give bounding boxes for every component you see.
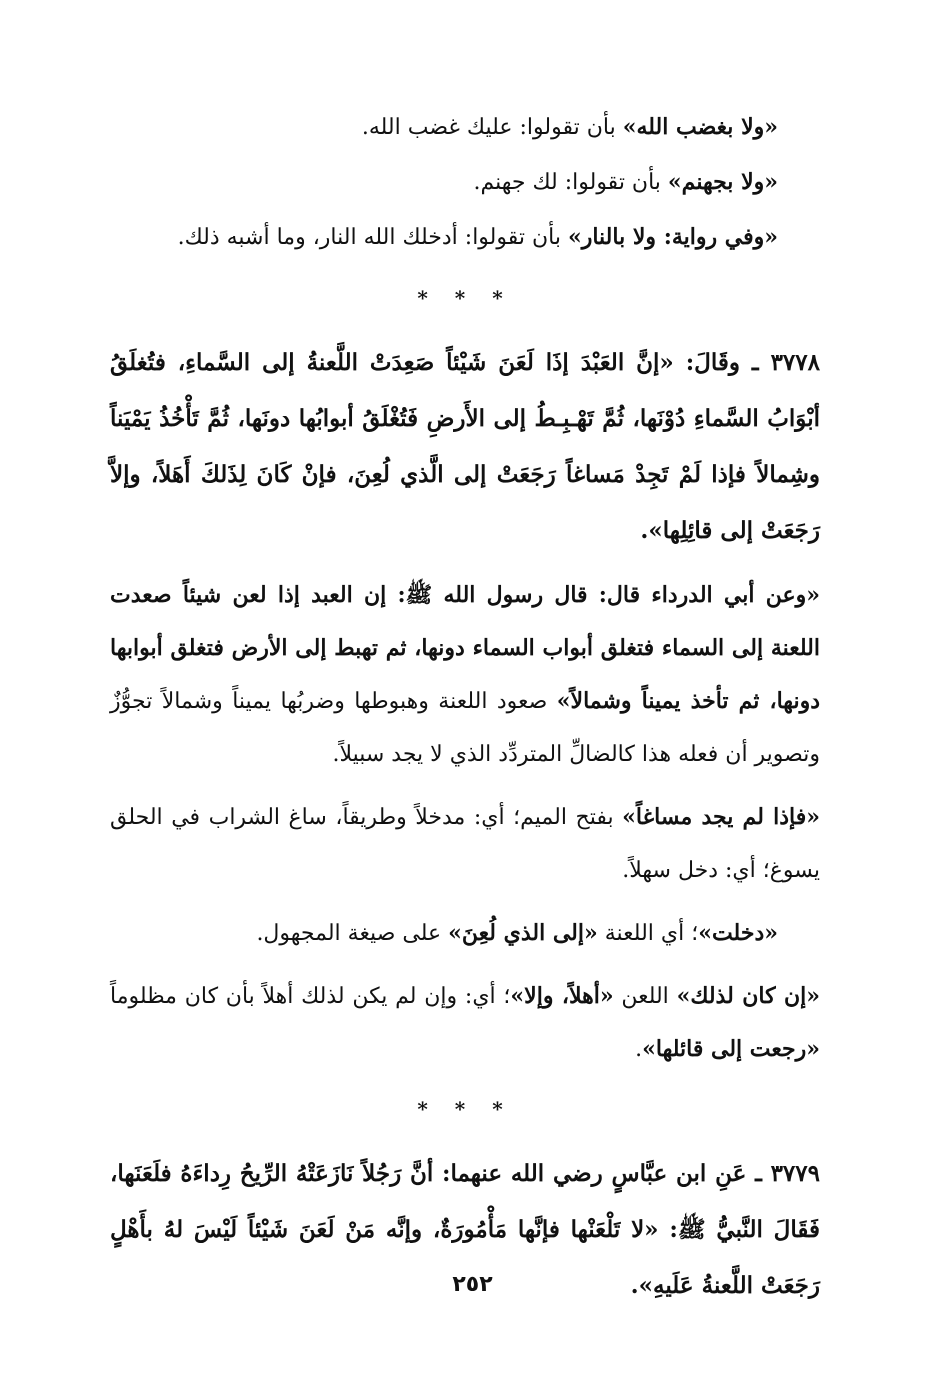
hadith-3779: ٣٧٧٩ ـ عَنِ ابن عبَّاسٍ رضي الله عنهما: أنَّ رَجُلاً نَازَعَتْهُ الرِّيحُ رِداءَهُ فلَعَنَها، فَقَالَ النَّبيُّ ﷺ: «لا تَلْعَنْها فإنَّها مَأْمُورَةٌ، وإنَّه مَنْ لَعَنَ شَيْئاً لَيْسَ لهُ بأَهْلٍ رَجَعَتْ اللَّعنةُ عَلَيهِ». (110, 1160, 820, 1299)
quote-bold: «وعن أبي الدرداء قال: قال رسول الله ﷺ: إن العبد إذا لعن شيئاً صعدت اللعنة إلى السماء فتغلق أبواب السماء دونها، ثم تهبط إلى الأرض فتغلق أبوابها دونها، ثم تأخذ يميناً وشمالاً» (110, 582, 820, 714)
quote-bold: «ولا بجهنم» (667, 169, 778, 195)
text-plain: . (635, 1037, 643, 1062)
text-plain: اللعن (613, 984, 677, 1009)
section-separator: * * * (417, 286, 513, 310)
section-separator: * * * (417, 1097, 513, 1121)
quote-bold: «رجعت إلى قائلها» (642, 1036, 820, 1062)
text-plain: ؛ أي اللعنة (597, 921, 699, 946)
page-number: ٢٥٢ (452, 1272, 493, 1297)
text-line-2 (110, 155, 820, 210)
text-line-3 (110, 210, 820, 265)
quote-bold: «أهلاً، وإلا» (510, 983, 614, 1009)
text-line-1 (110, 100, 820, 155)
commentary-paragraph-4 (110, 970, 820, 1076)
quote-bold: «إن كان لذلك» (676, 983, 821, 1009)
commentary-paragraph-2 (110, 791, 820, 897)
hadith-3778: ٣٧٧٨ ـ وقَالَ: «إنَّ العَبْدَ إذَا لَعَنَ شَيْئاً صَعِدَتْ اللَّعنةُ إلى السَّماءِ، فتُغلَقُ أبْوَابُ السَّماءِ دُوْنَها، ثُمَّ تَهْـبِـطُ إلى الأَرضِ فَتُغْلَقُ أبوابُها دونَها، ثُمَّ تَأْخُذُ يَمْيَناً وشِمالاً فإذا لَمْ تَجِدْ مَساغاً رَجَعَتْ إلى الَّذي لُعِنَ، فإنْ كَانَ لِذَلكَ أَهَلاً، وإلاَّ رَجَعَتْ إلى قائِلِها». (110, 349, 820, 544)
text-plain: بفتح الميم؛ أي: مدخلاً وطريقاً، ساغ الشراب في الحلق يسوغ؛ أي: دخل سهلاً. (110, 805, 820, 883)
text-plain: بأن تقولوا: عليك غضب الله. (361, 115, 623, 140)
text-plain: ؛ أي: وإن لم يكن لذلك أهلاً بأن كان مظلوماً (110, 984, 511, 1009)
quote-bold: «دخلت» (698, 920, 778, 946)
page-body (110, 100, 820, 1324)
text-plain: بأن تقولوا: لك جهنم. (473, 170, 668, 195)
quote-bold: «إلى الذي لُعِنَ» (448, 920, 598, 946)
commentary-paragraph-1 (110, 569, 820, 781)
quote-bold: «ولا بغضب الله» (622, 114, 778, 140)
quote-bold: «فإذا لم يجد مساغاً» (622, 804, 820, 830)
quote-bold: «وفي رواية: ولا بالنار» (567, 224, 778, 250)
text-plain: صعود اللعنة وهبوطها وضربُها يميناً وشمالاً تجوُّزٌ وتصوير أن فعله هذا كالضالِّ المتردِّد الذي لا يجد سبيلاً. (110, 689, 820, 767)
text-plain: على صيغة المجهول. (256, 921, 449, 946)
commentary-paragraph-3 (110, 907, 820, 960)
text-plain: بأن تقولوا: أدخلك الله النار، وما أشبه ذلك. (177, 225, 568, 250)
